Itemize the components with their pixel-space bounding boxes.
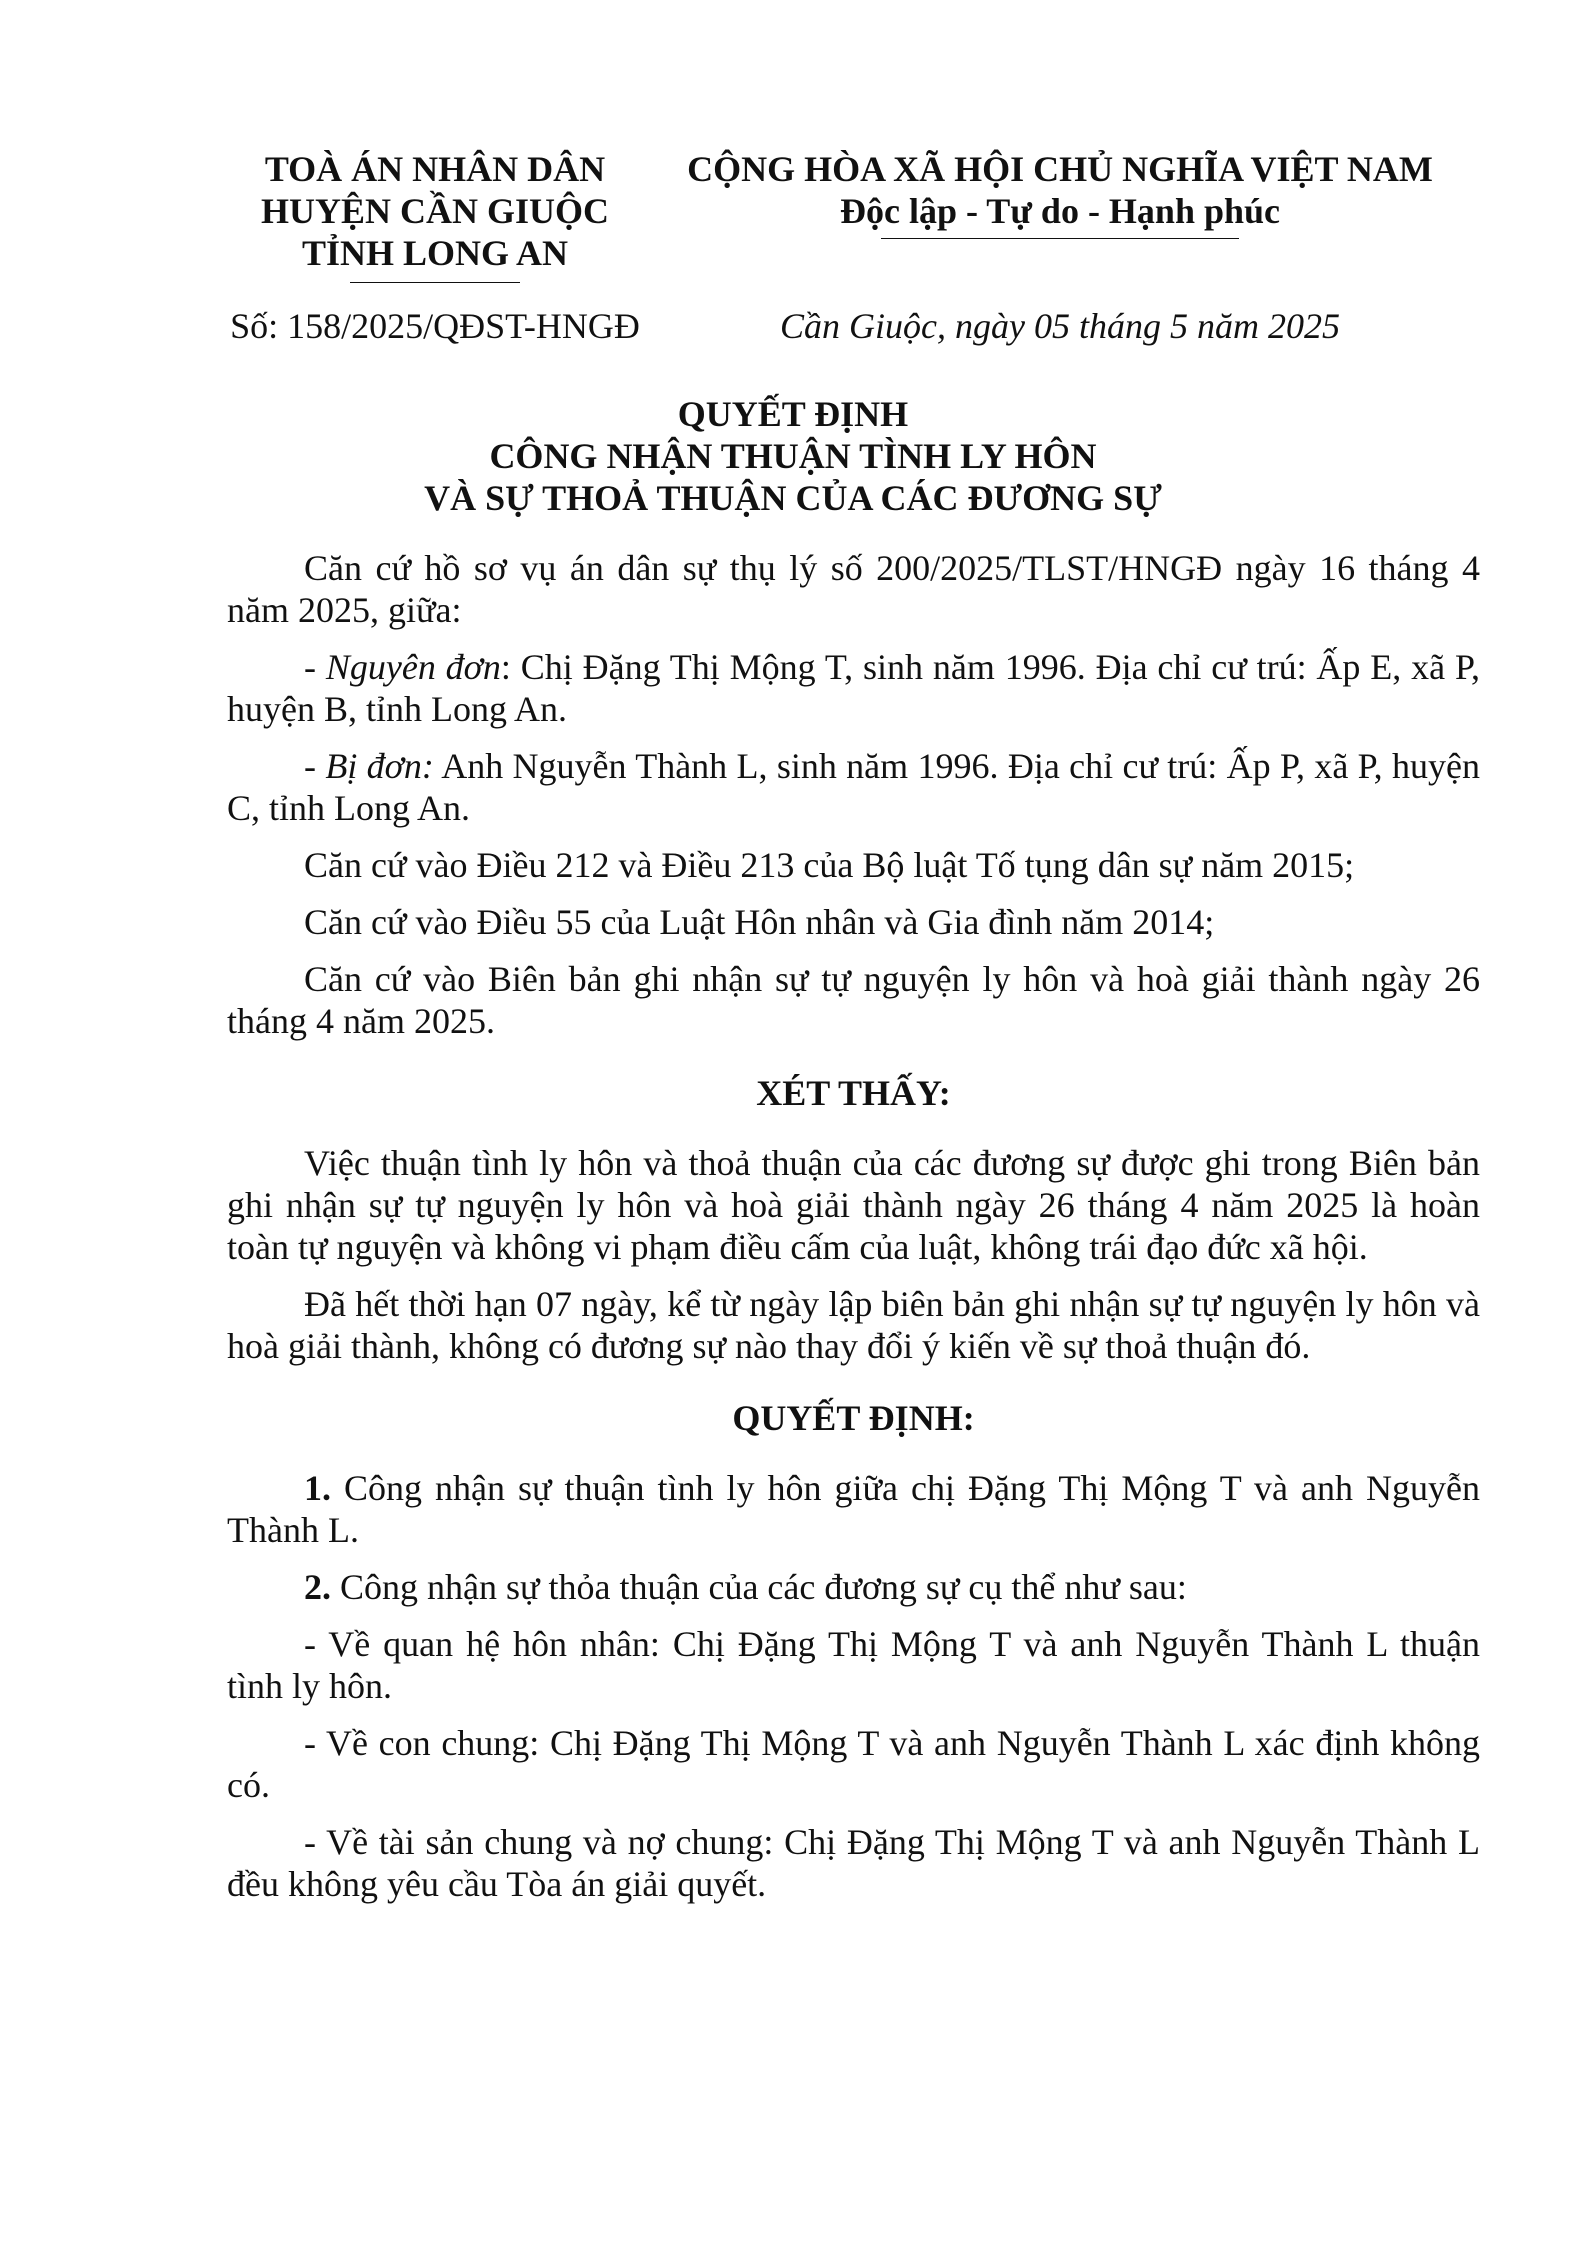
marriage-clause: - Về quan hệ hôn nhân: Chị Đặng Thị Mộng T và anh Nguyễn Thành L thuận tình ly hôn. (227, 1624, 1480, 1706)
place-and-date: Cần Giuộc, ngày 05 tháng 5 năm 2025 (780, 306, 1340, 346)
plaintiff-paragraph: - Nguyên đơn: Chị Đặng Thị Mộng T, sinh năm 1996. Địa chỉ cư trú: Ấp E, xã P, huyện B, tỉnh Long An. (227, 647, 1480, 729)
national-title-block (680, 148, 1440, 239)
document-body (227, 547, 1480, 1920)
defendant-label: Bị đơn: (325, 746, 434, 786)
court-underline (350, 282, 520, 283)
legal-basis-3: Căn cứ vào Biên bản ghi nhận sự tự nguyện ly hôn và hoà giải thành ngày 26 tháng 4 năm 2025. (227, 959, 1480, 1041)
plaintiff-label: Nguyên đơn (325, 647, 501, 687)
title-line-3: VÀ SỰ THOẢ THUẬN CỦA CÁC ĐƯƠNG SỰ (424, 478, 1162, 518)
title-line-1: QUYẾT ĐỊNH (677, 394, 909, 434)
decision-item-1 (227, 1467, 1480, 1551)
national-motto: Độc lập - Tự do - Hạnh phúc (839, 191, 1281, 231)
document-header (0, 148, 1586, 388)
court-name-line-1: TOÀ ÁN NHÂN DÂN (264, 149, 606, 189)
decision-item-2-text: Công nhận sự thỏa thuận của các đương sự cụ thể như sau: (331, 1567, 1187, 1607)
findings-heading: XÉT THẤY: (756, 1073, 951, 1113)
legal-basis-1: Căn cứ vào Điều 212 và Điều 213 của Bộ luật Tố tụng dân sự năm 2015; (304, 845, 1355, 885)
defendant-paragraph: - Bị đơn: Anh Nguyễn Thành L, sinh năm 1996. Địa chỉ cư trú: Ấp P, xã P, huyện C, tỉnh Long An. (227, 746, 1480, 828)
court-name-block (205, 148, 665, 283)
decision-item-2-number: 2. (304, 1567, 331, 1607)
case-basis-paragraph: Căn cứ hồ sơ vụ án dân sự thụ lý số 200/2025/TLST/HNGĐ ngày 16 tháng 4 năm 2025, giữa: (227, 548, 1480, 630)
property-clause: - Về tài sản chung và nợ chung: Chị Đặng Thị Mộng T và anh Nguyễn Thành L đều không yêu cầu Tòa án giải quyết. (227, 1822, 1480, 1904)
decision-item-1-number: 1. (304, 1468, 331, 1508)
children-clause: - Về con chung: Chị Đặng Thị Mộng T và anh Nguyễn Thành L xác định không có. (227, 1723, 1480, 1805)
findings-paragraph-2: Đã hết thời hạn 07 ngày, kể từ ngày lập biên bản ghi nhận sự tự nguyện ly hôn và hoà giải thành, không có đương sự nào thay đổi ý kiến về sự thoả thuận đó. (227, 1284, 1480, 1366)
legal-basis-2: Căn cứ vào Điều 55 của Luật Hôn nhân và Gia đình năm 2014; (304, 902, 1215, 942)
defendant-details: Anh Nguyễn Thành L, sinh năm 1996. Địa chỉ cư trú: Ấp P, xã P, huyện C, tỉnh Long An. (227, 746, 1480, 828)
plaintiff-details: : Chị Đặng Thị Mộng T, sinh năm 1996. Địa chỉ cư trú: Ấp E, xã P, huyện B, tỉnh Long An. (227, 647, 1480, 729)
decision-item-1-text: Công nhận sự thuận tình ly hôn giữa chị Đặng Thị Mộng T và anh Nguyễn Thành L. (227, 1468, 1480, 1550)
court-name-line-3: TỈNH LONG AN (301, 233, 569, 273)
title-line-2: CÔNG NHẬN THUẬN TÌNH LY HÔN (489, 436, 1097, 476)
national-title: CỘNG HÒA XÃ HỘI CHỦ NGHĨA VIỆT NAM (687, 149, 1433, 189)
decision-item-2 (227, 1566, 1480, 1608)
court-name-line-2: HUYỆN CẦN GIUỘC (260, 191, 609, 231)
decision-heading: QUYẾT ĐỊNH: (732, 1398, 975, 1438)
decision-title (0, 393, 1586, 519)
reference-number: Số: 158/2025/QĐST-HNGĐ (230, 306, 640, 346)
findings-paragraph-1: Việc thuận tình ly hôn và thoả thuận của các đương sự được ghi trong Biên bản ghi nhận sự tự nguyện ly hôn và hoà giải thành ngày 26 tháng 4 năm 2025 là hoàn toàn tự nguyện và không vi phạm điều cấm của luật, không trái đạo đức xã hội. (227, 1143, 1480, 1267)
motto-underline (881, 238, 1239, 239)
